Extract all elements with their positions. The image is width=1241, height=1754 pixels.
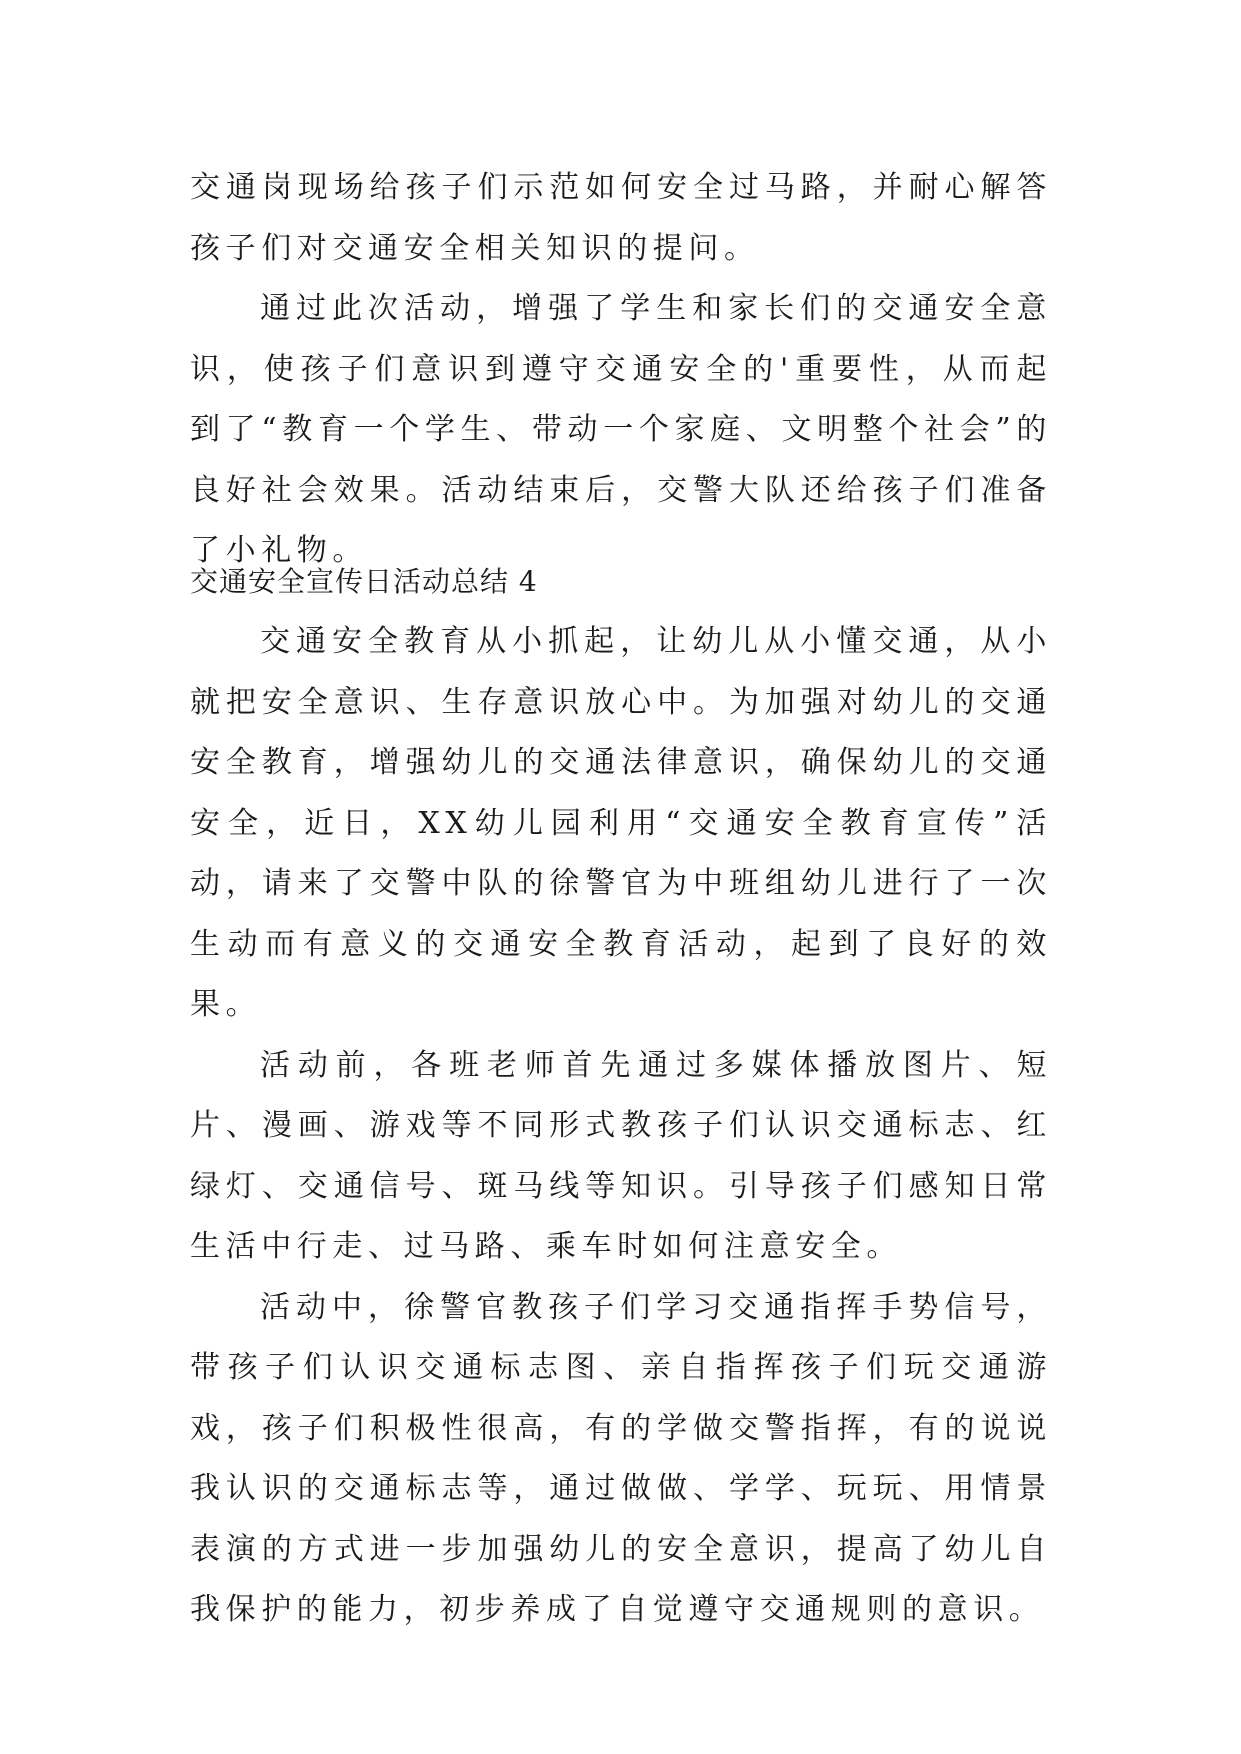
paragraph-activity-result: 通过此次活动，增强了学生和家长们的交通安全意识，使孩子们意识到遵守交通安全的'重要性，从而起到了“教育一个学生、带动一个家庭、文明整个社会”的良好社会效果。活动结束后，交警大队还给孩子们准备了小礼物。 (190, 291, 1052, 568)
section-title: 交通安全宣传日活动总结 4 (190, 565, 538, 598)
section-4-block (190, 552, 1052, 1641)
paragraph-during-activity: 活动中，徐警官教孩子们学习交通指挥手势信号，带孩子们认识交通标志图、亲自指挥孩子们玩交通游戏，孩子们积极性很高，有的学做交警指挥，有的说说我认识的交通标志等，通过做做、学学、玩玩、用情景表演的方式进一步加强幼儿的安全意识，提高了幼儿自我保护的能力，初步养成了自觉遵守交通规则的意识。 (190, 1289, 1052, 1627)
paragraph-continued: 交通岗现场给孩子们示范如何安全过马路，并耐心解答孩子们对交通安全相关知识的提问。 (190, 170, 1052, 266)
top-text-block (190, 158, 1052, 582)
paragraph-intro: 交通安全教育从小抓起，让幼儿从小懂交通，从小就把安全意识、生存意识放心中。为加强对幼儿的交通安全教育，增强幼儿的交通法律意识，确保幼儿的交通安全，近日，XX幼儿园利用“交通安全教育宣传”活动，请来了交警中队的徐警官为中班组幼儿进行了一次生动而有意义的交通安全教育活动，起到了良好的效果。 (190, 624, 1052, 1022)
paragraph-before-activity: 活动前，各班老师首先通过多媒体播放图片、短片、漫画、游戏等不同形式教孩子们认识交通标志、红绿灯、交通信号、斑马线等知识。引导孩子们感知日常生活中行走、过马路、乘车时如何注意安全。 (190, 1047, 1052, 1264)
